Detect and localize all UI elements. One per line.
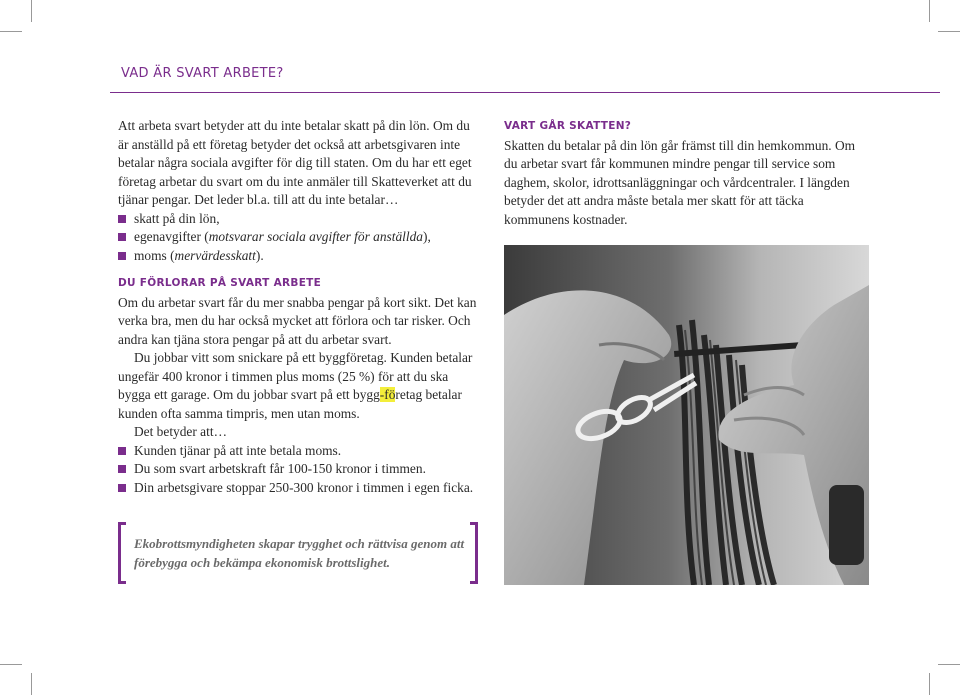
bullet-square-icon (118, 447, 126, 455)
title-rule (110, 92, 940, 93)
paragraph: Om du arbetar svart får du mer snabba pengar på kort sikt. Det kan verka bra, men du har också mycket att förlora och tar risker. Och andra kan tjäna stora pengar på att du arbetar svart. (118, 294, 477, 347)
list-item-text: moms (mervärdesskatt). (134, 247, 264, 263)
crop-mark (31, 0, 32, 22)
list-item (118, 442, 483, 461)
highlight-mark: -fö (379, 387, 396, 402)
bullet-square-icon (118, 233, 126, 241)
paragraph: Det betyder att… (134, 424, 227, 439)
list-item-text: Kunden tjänar på att inte betala moms. (134, 442, 342, 458)
loss-section (118, 274, 483, 497)
quote-bracket-cap (470, 522, 478, 525)
list-item-text: skatt på din lön, (134, 210, 220, 226)
list-item (118, 210, 483, 229)
crop-mark (929, 673, 930, 695)
bullet-square-icon (118, 484, 126, 492)
crop-mark (938, 664, 960, 665)
quote-box (118, 522, 478, 584)
list-item-text: egenavgifter (motsvarar sociala avgifter för anställda), (134, 229, 431, 244)
left-column (118, 117, 483, 265)
list-item-text: Du som svart arbetskraft får 100-150 kronor i timmen. (134, 461, 426, 476)
list-item-text: Din arbetsgivare stoppar 250-300 kronor i timmen i egen ficka. (134, 479, 474, 495)
quote-bracket-cap (470, 581, 478, 584)
bullet-square-icon (118, 465, 126, 473)
section-heading: VART GÅR SKATTEN? (504, 120, 632, 132)
crop-mark (0, 31, 22, 32)
intro-paragraph: Att arbeta svart betyder att du inte betalar skatt på din lön. Om du är anställd på ett företag betyder det också att arbetsgivaren inte betalar några sociala avgifter för dig till staten. Om du har ett eget företag arbetar du svart om du inte anmäler till Skatteverket att du tjänar pengar. Det leder bl.a. till att du inte betalar… (118, 118, 472, 207)
paragraph: Skatten du betalar på din lön går främst till din hemkommun. Om du arbetar svart får kommunen mindre pengar till service som daghem, skolor, idrottsanläggningar och vårdcentraler. I längden betyder det att andra måste betala mer skatt för att täcka kommunens kostnader. (504, 137, 856, 227)
page-title: VAD ÄR SVART ARBETE? (121, 66, 284, 81)
crop-mark (929, 0, 930, 22)
list-item (118, 228, 483, 247)
bullet-square-icon (118, 215, 126, 223)
paragraph: Du jobbar vitt som snickare på ett byggföretag. Kunden betalar ungefär 400 kronor i timmen plus moms (25 %) för att du ska bygga ett garage. Om du jobbar svart på ett bygg-företag betalar kunden ofta samma timpris, men utan moms. (118, 350, 473, 421)
section-heading: DU FÖRLORAR PÅ SVART ARBETE (118, 277, 322, 289)
crop-mark (0, 664, 22, 665)
quote-bracket-cap (118, 522, 126, 525)
crop-mark (31, 673, 32, 695)
quote-bracket-left (118, 522, 121, 584)
bullet-square-icon (118, 252, 126, 260)
right-column (504, 117, 870, 229)
quote-text: Ekobrottsmyndigheten skapar trygghet och rättvisa genom att förebygga och bekämpa ekonomisk brottslighet. (134, 536, 465, 570)
crop-mark (938, 31, 960, 32)
quote-bracket-cap (118, 581, 126, 584)
haircut-photo (504, 245, 869, 585)
list-item (118, 460, 483, 479)
list-item (118, 479, 483, 498)
list-item (118, 247, 483, 266)
